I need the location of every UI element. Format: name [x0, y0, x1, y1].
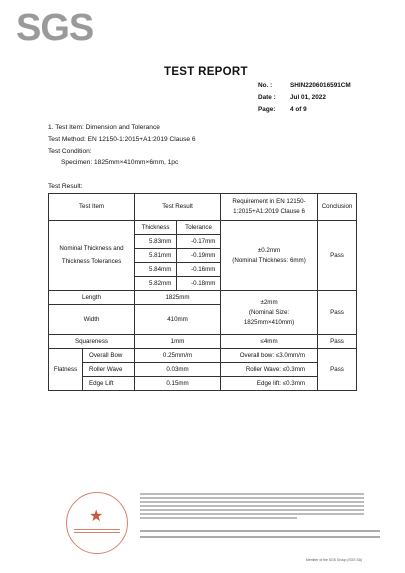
disclaimer-fine-print	[140, 492, 364, 519]
thickness-item-cell	[49, 221, 135, 291]
roller-wave-requirement: Roller Wave: ≤0.3mm	[221, 363, 318, 377]
inspection-seal-stamp	[66, 492, 128, 554]
edge-lift-label: Edge Lift	[83, 377, 135, 391]
size-conclusion: Pass	[318, 291, 357, 335]
squareness-item: Squareness	[49, 335, 135, 349]
size-req-line2: (Nominal Size:	[248, 308, 290, 316]
overall-bow-label: Overall Bow	[83, 349, 135, 363]
thickness-req-line1: ±0.2mm	[257, 246, 281, 254]
squareness-requirement: ≤4mm	[221, 335, 318, 349]
report-date-label: Date :	[258, 94, 276, 101]
roller-wave-result: 0.03mm	[135, 363, 221, 377]
report-date-row	[258, 92, 351, 104]
size-req-line3: 1825mm×410mm)	[243, 318, 295, 326]
size-requirement-cell	[221, 291, 318, 335]
width-result: 410mm	[135, 305, 221, 335]
report-footer	[62, 492, 362, 564]
squareness-conclusion: Pass	[318, 335, 357, 349]
address-lines	[140, 528, 380, 538]
thickness-value: 5.81mm	[135, 249, 177, 263]
roller-wave-label: Roller Wave	[83, 363, 135, 377]
thickness-conclusion: Pass	[318, 221, 357, 291]
overall-bow-result: 0.25mm/m	[135, 349, 221, 363]
thickness-item-line1: Nominal Thickness and	[59, 245, 124, 252]
squareness-result: 1mm	[135, 335, 221, 349]
thickness-req-line2: (Nominal Thickness: 6mm)	[232, 256, 306, 264]
edge-lift-requirement: Edge lift: ≤0.3mm	[221, 377, 318, 391]
header-test-result: Test Result	[135, 194, 221, 221]
sub-header-tolerance: Tolerance	[177, 221, 221, 235]
thickness-value: 5.83mm	[135, 235, 177, 249]
header-requirement: Requirement in EN 12150-1:2015+A1:2019 Clause 6	[221, 194, 318, 221]
flatness-conclusion: Pass	[318, 349, 357, 391]
test-result-label: Test Result:	[48, 183, 83, 190]
report-title: TEST REPORT	[164, 66, 248, 78]
size-req-line1: ±2mm	[260, 298, 278, 306]
stamp-lines	[74, 529, 120, 533]
test-method-line: Test Method: EN 12150-1:2015+A1:2019 Clause 6	[48, 136, 196, 143]
report-page-row	[258, 104, 351, 116]
thickness-requirement-cell	[221, 221, 318, 291]
report-number-label: No. :	[258, 82, 273, 89]
overall-bow-requirement: Overall bow: ≤3.0mm/m	[221, 349, 318, 363]
thickness-value: 5.84mm	[135, 263, 177, 277]
report-page-label: Page:	[258, 106, 276, 113]
report-meta	[258, 80, 351, 116]
tolerance-value: -0.17mm	[177, 235, 221, 249]
sgs-logo: SGS	[16, 7, 94, 49]
test-item-line: 1. Test Item: Dimension and Tolerance	[48, 124, 160, 131]
thickness-value: 5.82mm	[135, 277, 177, 291]
report-number: SHIN2206016591CM	[290, 82, 351, 89]
tolerance-value: -0.18mm	[177, 277, 221, 291]
table-row	[49, 221, 357, 235]
tolerance-value: -0.16mm	[177, 263, 221, 277]
table-row	[49, 335, 357, 349]
length-result: 1825mm	[135, 291, 221, 305]
report-page: 4 of 9	[290, 106, 307, 113]
header-conclusion: Conclusion	[318, 194, 357, 221]
report-number-row	[258, 80, 351, 92]
tolerance-value: -0.19mm	[177, 249, 221, 263]
thickness-item-line2: Thickness Tolerances	[61, 258, 122, 265]
test-result-table	[48, 193, 357, 391]
table-row	[49, 291, 357, 305]
table-row	[49, 349, 357, 363]
test-condition-line: Test Condition:	[48, 148, 92, 155]
report-date: Jul 01, 2022	[290, 94, 326, 101]
sub-header-thickness: Thickness	[135, 221, 177, 235]
sgs-member-note: Member of the SGS Group (SGS SA)	[306, 558, 363, 562]
header-test-item: Test Item	[49, 194, 135, 221]
width-item: Width	[49, 305, 135, 335]
star-icon: ★	[89, 508, 104, 525]
table-row	[49, 377, 357, 391]
edge-lift-result: 0.15mm	[135, 377, 221, 391]
length-item: Length	[49, 291, 135, 305]
table-header-row	[49, 194, 357, 221]
table-row	[49, 363, 357, 377]
specimen-line: Specimen: 1825mm×410mm×6mm, 1pc	[61, 159, 179, 166]
flatness-item: Flatness	[49, 349, 83, 391]
